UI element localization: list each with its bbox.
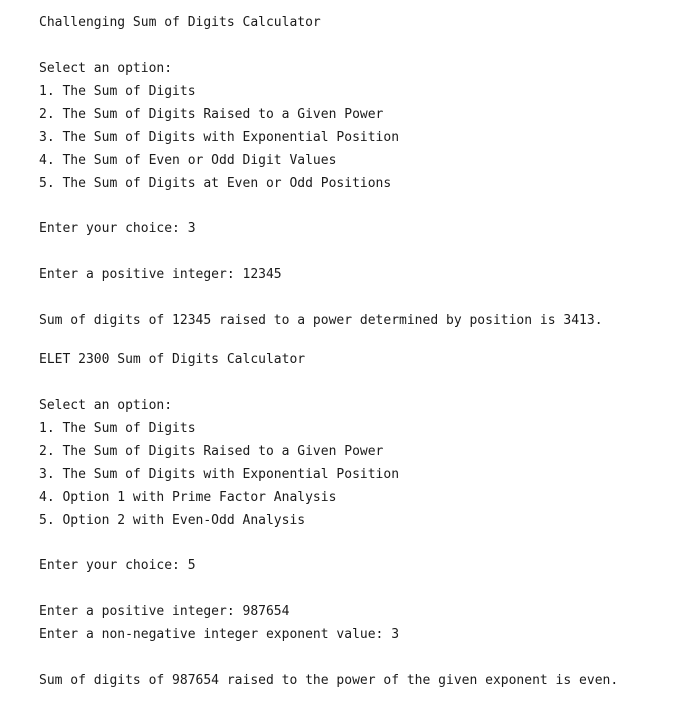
session1-option-5: 5. The Sum of Digits at Even or Odd Positions xyxy=(39,176,392,191)
session1-menu-prompt: Select an option: xyxy=(39,61,173,76)
session2-integer-line: Enter a positive integer: 987654 xyxy=(39,604,290,619)
session1-option-2: 2. The Sum of Digits Raised to a Given Power xyxy=(39,107,384,122)
session2-option-2: 2. The Sum of Digits Raised to a Given Power xyxy=(39,444,384,459)
session1-title: Challenging Sum of Digits Calculator xyxy=(39,15,321,30)
session2-choice-line: Enter your choice: 5 xyxy=(39,558,196,573)
session2-option-5: 5. Option 2 with Even-Odd Analysis xyxy=(39,513,306,528)
session1-option-4: 4. The Sum of Even or Odd Digit Values xyxy=(39,153,337,168)
session1-choice-line: Enter your choice: 3 xyxy=(39,221,196,236)
session2-result-line: Sum of digits of 987654 raised to the power of the given exponent is even. xyxy=(39,673,619,688)
session2-option-1: 1. The Sum of Digits xyxy=(39,421,196,436)
session2-option-3: 3. The Sum of Digits with Exponential Position xyxy=(39,467,400,482)
session1-result-line: Sum of digits of 12345 raised to a power determined by position is 3413. xyxy=(39,313,603,328)
session2-title: ELET 2300 Sum of Digits Calculator xyxy=(39,352,306,367)
session2-exponent-line: Enter a non-negative integer exponent value: 3 xyxy=(39,627,400,642)
session1-option-3: 3. The Sum of Digits with Exponential Position xyxy=(39,130,400,145)
session2-option-4: 4. Option 1 with Prime Factor Analysis xyxy=(39,490,337,505)
session2-menu-prompt: Select an option: xyxy=(39,398,173,413)
session1-option-1: 1. The Sum of Digits xyxy=(39,84,196,99)
session1-integer-line: Enter a positive integer: 12345 xyxy=(39,267,282,282)
